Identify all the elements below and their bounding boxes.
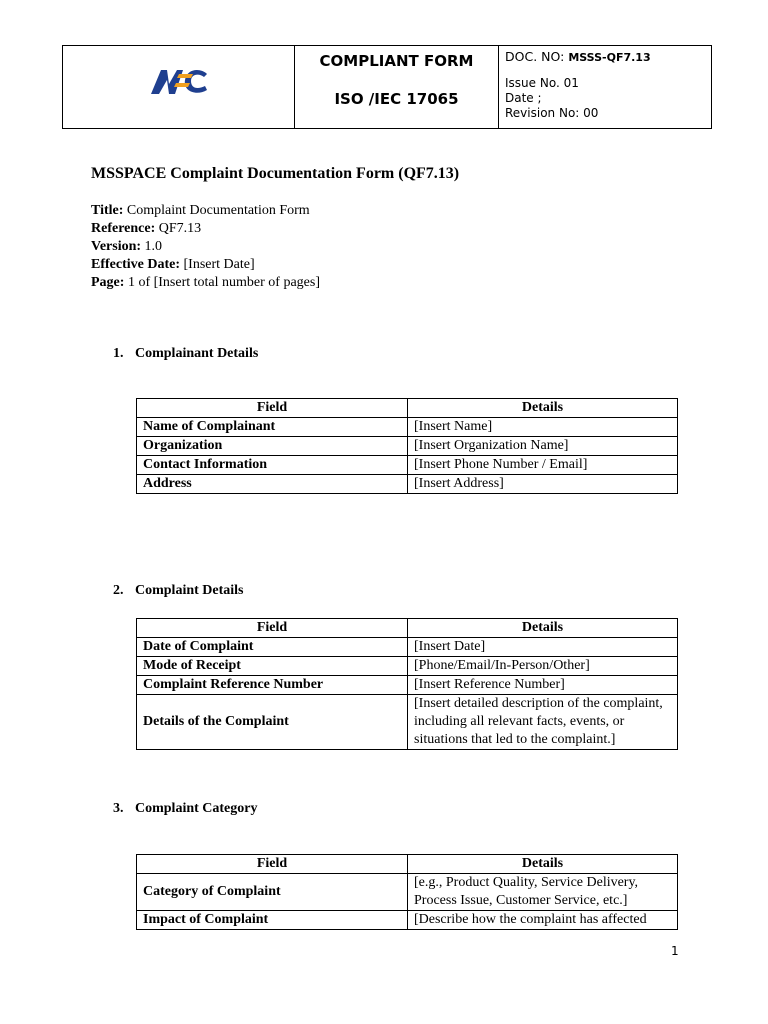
- doc-number-value: MSSS-QF7.13: [568, 51, 651, 64]
- column-header: Field: [137, 855, 408, 874]
- column-header: Field: [137, 619, 408, 638]
- table-header-row: [137, 855, 678, 874]
- doc-info-cell: [499, 46, 712, 129]
- column-header: Details: [408, 855, 678, 874]
- table-row: Date of Complaint [Insert Date]: [137, 638, 678, 657]
- standard-title: ISO /IEC 17065: [334, 90, 459, 108]
- column-header: Details: [408, 399, 678, 418]
- table-row: Contact Information [Insert Phone Number / Email]: [137, 456, 678, 475]
- document-header: [62, 45, 712, 129]
- document-title: MSSPACE Complaint Documentation Form (QF7.13): [91, 165, 460, 182]
- table-row: Mode of Receipt [Phone/Email/In-Person/Other]: [137, 657, 678, 676]
- doc-number-label: DOC. NO:: [505, 49, 565, 64]
- document-meta: [91, 202, 320, 292]
- meta-title: Title: Complaint Documentation Form: [91, 203, 310, 218]
- table-row: Name of Complainant [Insert Name]: [137, 418, 678, 437]
- table-header-row: [137, 619, 678, 638]
- complaint-details-table: [136, 618, 678, 750]
- meta-page: Page: 1 of [Insert total number of pages]: [91, 275, 320, 290]
- complainant-details-table: [136, 398, 678, 494]
- meta-effective-date: Effective Date: [Insert Date]: [91, 257, 255, 272]
- doc-number: [505, 48, 711, 67]
- section-1-heading: 1. Complainant Details: [113, 346, 259, 361]
- column-header: Field: [137, 399, 408, 418]
- column-header: Details: [408, 619, 678, 638]
- logo-cell: [63, 46, 295, 129]
- page-number: 1: [671, 944, 679, 958]
- table-row: Impact of Complaint [Describe how the complaint has affected: [137, 911, 678, 930]
- table-row: Address [Insert Address]: [137, 475, 678, 494]
- form-title: COMPLIANT FORM: [319, 52, 474, 70]
- table-row: Organization [Insert Organization Name]: [137, 437, 678, 456]
- meta-reference: Reference: QF7.13: [91, 221, 202, 236]
- doc-date: Date ;: [505, 91, 542, 105]
- table-row: Details of the Complaint [Insert detailed description of the complaint, including all relevant facts, events, or situations that led to the complaint.]: [137, 695, 678, 750]
- table-header-row: [137, 399, 678, 418]
- mc-logo-icon: [149, 64, 209, 96]
- complaint-category-table: [136, 854, 678, 930]
- form-title-cell: [295, 46, 499, 129]
- meta-version: Version: 1.0: [91, 239, 163, 254]
- issue-number: Issue No. 01: [505, 76, 579, 90]
- revision-number: Revision No: 00: [505, 106, 599, 120]
- section-2-heading: 2. Complaint Details: [113, 583, 244, 598]
- section-3-heading: 3. Complaint Category: [113, 801, 258, 816]
- table-row: Category of Complaint [e.g., Product Quality, Service Delivery, Process Issue, Customer Service, etc.]: [137, 874, 678, 911]
- table-row: Complaint Reference Number [Insert Reference Number]: [137, 676, 678, 695]
